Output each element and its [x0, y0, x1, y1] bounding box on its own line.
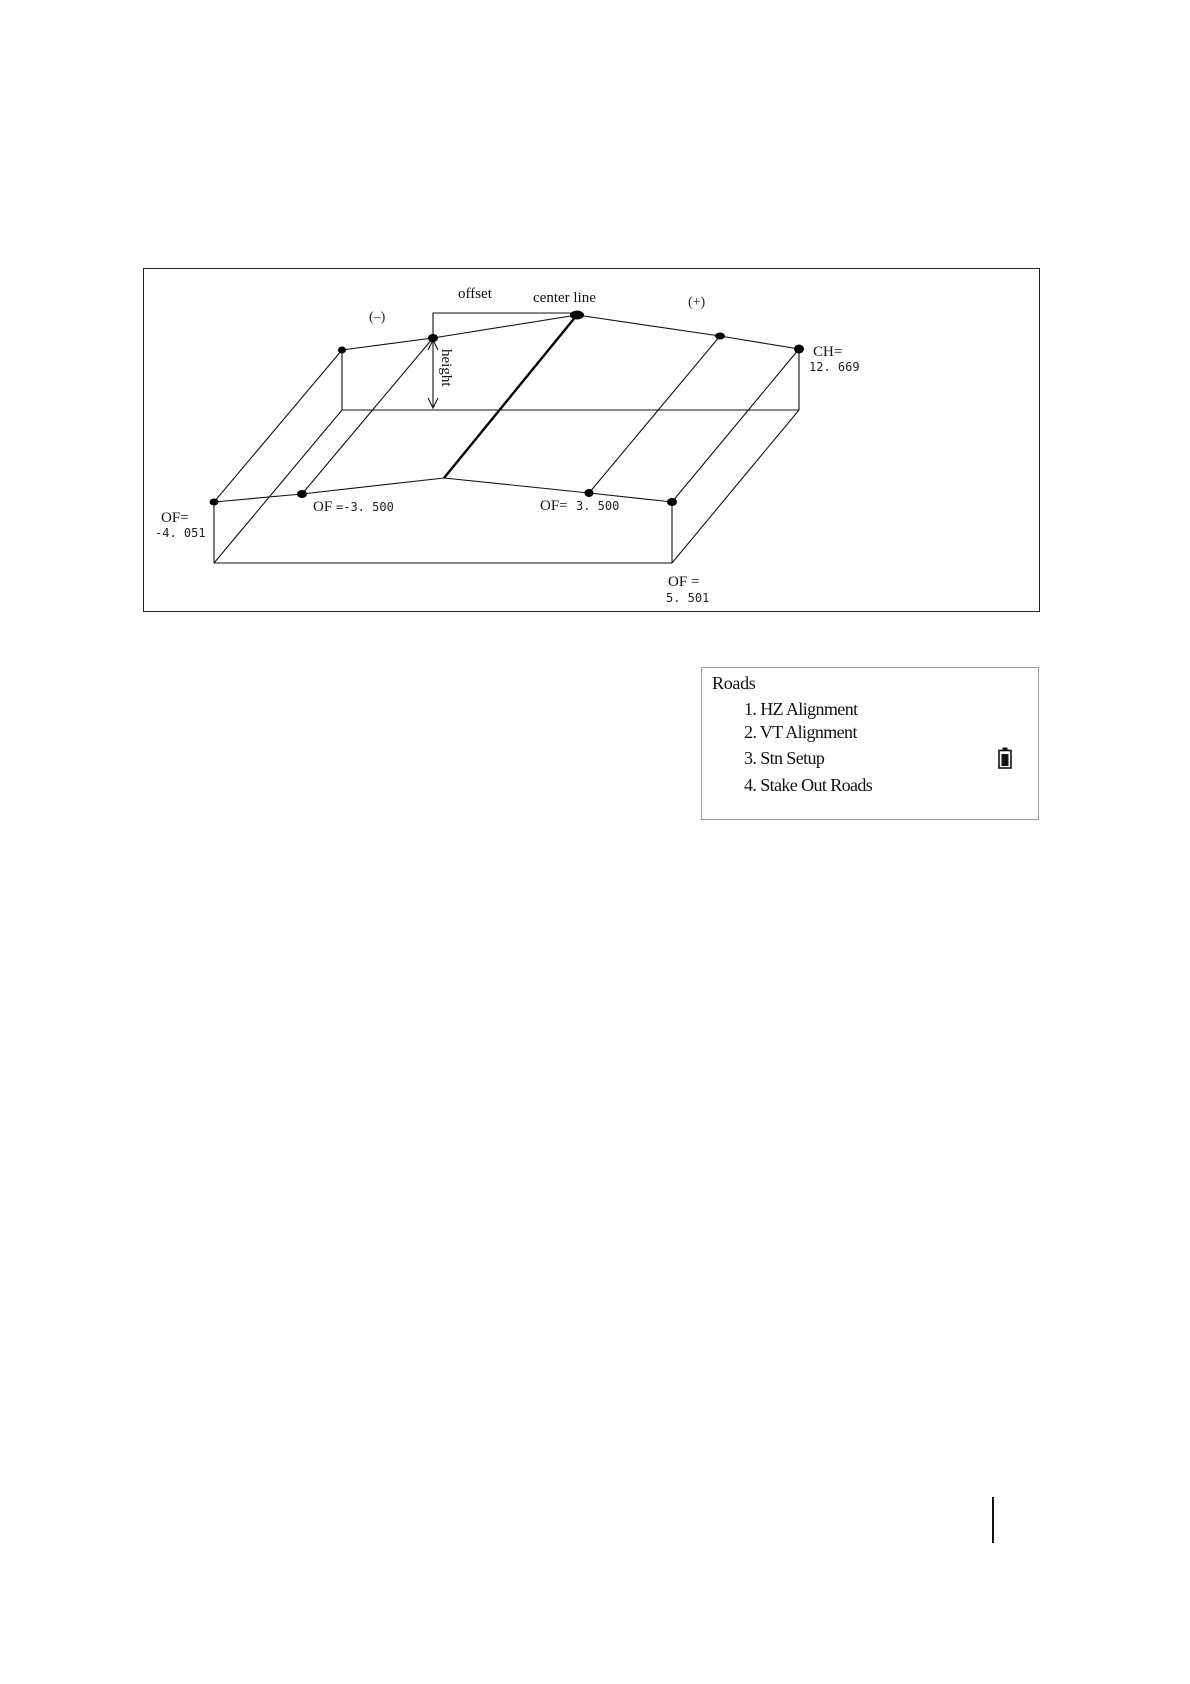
connector-left-base	[214, 410, 342, 563]
point-back-inner-right	[715, 333, 725, 340]
roads-menu-screen	[701, 667, 1039, 820]
battery-icon	[998, 747, 1012, 769]
connector-inner-right	[589, 336, 720, 493]
center-line-label: center line	[533, 290, 596, 306]
connector-right-top	[672, 349, 799, 502]
point-back-inner-left	[428, 334, 438, 342]
height-label: height	[438, 349, 454, 387]
menu-item-stake-out-roads[interactable]: 4. Stake Out Roads	[744, 775, 873, 795]
survey-points	[210, 311, 805, 507]
ch-label: CH=	[813, 344, 843, 360]
of-left-value: -4. 051	[155, 526, 206, 540]
road-cross-section-diagram	[143, 268, 1040, 612]
center-line	[444, 315, 577, 478]
point-back-right	[794, 345, 804, 354]
point-front-right	[667, 498, 677, 506]
point-front-inner-left	[297, 490, 307, 498]
of-bottom-label: OF =	[668, 574, 700, 590]
menu-item-hz-alignment[interactable]: 1. HZ Alignment	[744, 699, 858, 719]
menu-title: Roads	[712, 673, 756, 693]
offset-label: offset	[458, 286, 492, 302]
point-back-left	[338, 347, 346, 354]
back-profile-line	[342, 315, 799, 350]
of-inner-left-value: =-3. 500	[336, 500, 394, 514]
page-number-rule	[992, 1497, 994, 1543]
of-inner-right-value: 3. 500	[576, 499, 620, 513]
of-bottom-value: 5. 501	[666, 591, 710, 605]
connector-inner-left	[302, 338, 433, 494]
of-left-label: OF=	[161, 510, 189, 526]
menu-item-vt-alignment[interactable]: 2. VT Alignment	[744, 722, 857, 742]
plus-side-label: (+)	[688, 295, 706, 310]
point-back-center	[570, 311, 584, 320]
ch-value: 12. 669	[809, 360, 860, 374]
of-inner-right-label: OF=	[540, 498, 568, 514]
point-front-inner-right	[585, 489, 594, 497]
menu-item-stn-setup[interactable]: 3. Stn Setup	[744, 748, 825, 768]
connector-left-top	[214, 350, 342, 502]
minus-side-label: (–)	[369, 310, 386, 325]
point-front-left	[210, 499, 219, 506]
of-inner-left-label: OF	[313, 499, 333, 515]
connector-right-base	[672, 410, 799, 563]
